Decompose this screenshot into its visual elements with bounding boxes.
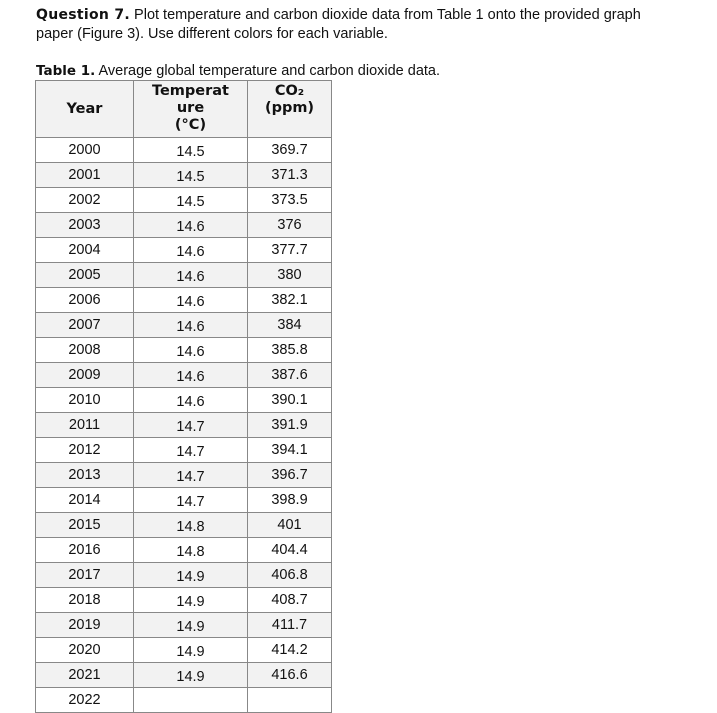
cell-year: 2021 [36, 663, 134, 688]
data-table [35, 80, 332, 713]
cell-co2: 373.5 [248, 188, 332, 213]
cell-temperature: 14.7 [134, 463, 248, 488]
cell-year: 2020 [36, 638, 134, 663]
cell-year: 2015 [36, 513, 134, 538]
cell-temperature: 14.6 [134, 363, 248, 388]
cell-co2: 380 [248, 263, 332, 288]
cell-year: 2004 [36, 238, 134, 263]
cell-year: 2006 [36, 288, 134, 313]
cell-year: 2008 [36, 338, 134, 363]
table-header-row [36, 81, 332, 138]
cell-co2: 411.7 [248, 613, 332, 638]
cell-year: 2001 [36, 163, 134, 188]
table-row [36, 463, 332, 488]
cell-year: 2019 [36, 613, 134, 638]
table-row [36, 263, 332, 288]
cell-temperature: 14.7 [134, 488, 248, 513]
cell-year: 2007 [36, 313, 134, 338]
cell-temperature: 14.9 [134, 563, 248, 588]
table-row [36, 538, 332, 563]
table-caption [36, 63, 440, 79]
table-row [36, 638, 332, 663]
header-year [36, 81, 134, 138]
header-co2-line2: (ppm) [264, 100, 315, 116]
cell-temperature: 14.5 [134, 188, 248, 213]
cell-co2: 404.4 [248, 538, 332, 563]
cell-year: 2022 [36, 688, 134, 713]
table-row [36, 513, 332, 538]
cell-co2: 390.1 [248, 388, 332, 413]
cell-temperature: 14.6 [134, 238, 248, 263]
table-row [36, 588, 332, 613]
cell-co2: 387.6 [248, 363, 332, 388]
question-body: Plot temperature and carbon dioxide data from Table 1 onto the provided graph paper (Figure 3). Use different colors for each variable. [36, 7, 641, 42]
cell-co2: 408.7 [248, 588, 332, 613]
header-temperature-line2: ure [176, 100, 205, 116]
cell-temperature: 14.8 [134, 538, 248, 563]
cell-temperature: 14.9 [134, 638, 248, 663]
cell-temperature: 14.6 [134, 213, 248, 238]
cell-temperature: 14.6 [134, 313, 248, 338]
header-temperature [134, 81, 248, 138]
cell-temperature [134, 688, 248, 713]
cell-temperature: 14.9 [134, 613, 248, 638]
table-row [36, 188, 332, 213]
cell-year: 2002 [36, 188, 134, 213]
table-row [36, 613, 332, 638]
cell-year: 2017 [36, 563, 134, 588]
table-row [36, 438, 332, 463]
cell-co2: 369.7 [248, 138, 332, 163]
cell-year: 2011 [36, 413, 134, 438]
header-temperature-line3: (°C) [174, 117, 207, 133]
cell-temperature: 14.6 [134, 388, 248, 413]
table-caption-text: Average global temperature and carbon dioxide data. [98, 63, 441, 79]
cell-temperature: 14.9 [134, 588, 248, 613]
cell-temperature: 14.6 [134, 338, 248, 363]
header-temperature-line1: Temperat [152, 83, 229, 99]
table-row [36, 688, 332, 713]
cell-year: 2013 [36, 463, 134, 488]
cell-year: 2018 [36, 588, 134, 613]
table-body [36, 138, 332, 713]
cell-year: 2005 [36, 263, 134, 288]
cell-year: 2016 [36, 538, 134, 563]
cell-co2: 416.6 [248, 663, 332, 688]
cell-co2: 391.9 [248, 413, 332, 438]
table-row [36, 413, 332, 438]
header-co2 [248, 81, 332, 138]
cell-temperature: 14.6 [134, 263, 248, 288]
table-row [36, 313, 332, 338]
cell-temperature: 14.5 [134, 163, 248, 188]
cell-co2: 398.9 [248, 488, 332, 513]
cell-temperature: 14.9 [134, 663, 248, 688]
header-year-label: Year [66, 100, 103, 117]
table-row [36, 563, 332, 588]
table-row [36, 288, 332, 313]
table-row [36, 138, 332, 163]
cell-temperature: 14.6 [134, 288, 248, 313]
cell-year: 2009 [36, 363, 134, 388]
header-co2-line1: CO₂ [274, 83, 305, 99]
table-caption-label: Table 1. [36, 63, 96, 79]
cell-co2: 376 [248, 213, 332, 238]
cell-co2 [248, 688, 332, 713]
question-label: Question 7. [36, 7, 131, 23]
cell-temperature: 14.7 [134, 413, 248, 438]
cell-co2: 384 [248, 313, 332, 338]
table-row [36, 388, 332, 413]
table-row [36, 338, 332, 363]
question-text [36, 6, 676, 44]
cell-year: 2003 [36, 213, 134, 238]
cell-co2: 394.1 [248, 438, 332, 463]
table-row [36, 488, 332, 513]
table-row [36, 238, 332, 263]
cell-co2: 371.3 [248, 163, 332, 188]
table-row [36, 213, 332, 238]
cell-co2: 377.7 [248, 238, 332, 263]
cell-year: 2010 [36, 388, 134, 413]
cell-co2: 401 [248, 513, 332, 538]
cell-year: 2012 [36, 438, 134, 463]
cell-year: 2014 [36, 488, 134, 513]
cell-co2: 396.7 [248, 463, 332, 488]
cell-co2: 385.8 [248, 338, 332, 363]
table-row [36, 363, 332, 388]
cell-co2: 406.8 [248, 563, 332, 588]
cell-co2: 382.1 [248, 288, 332, 313]
cell-temperature: 14.8 [134, 513, 248, 538]
table-row [36, 163, 332, 188]
cell-year: 2000 [36, 138, 134, 163]
cell-temperature: 14.7 [134, 438, 248, 463]
cell-temperature: 14.5 [134, 138, 248, 163]
cell-co2: 414.2 [248, 638, 332, 663]
